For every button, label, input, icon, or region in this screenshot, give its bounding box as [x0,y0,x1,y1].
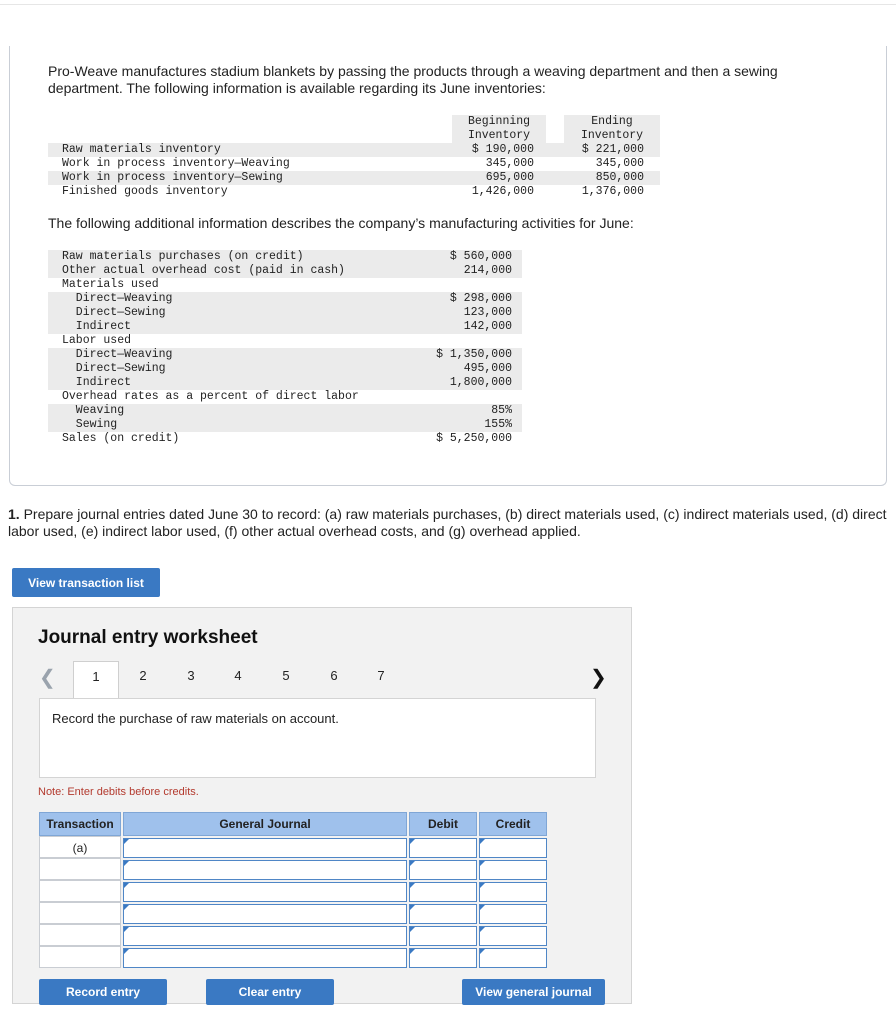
activity-row: Labor used [62,334,132,347]
dropdown-marker-icon [410,883,415,888]
dropdown-marker-icon [410,839,415,844]
top-divider [0,4,896,5]
transaction-cell: (a) [39,836,121,858]
chevron-right-icon[interactable]: ❯ [590,667,607,689]
dropdown-marker-icon [410,927,415,932]
transaction-cell [39,924,121,946]
general-journal-column-header: General Journal [123,812,407,836]
account-select[interactable] [123,882,407,902]
problem-intro: Pro-Weave manufactures stadium blankets by passing the products through a weaving department and then a sewing department. The following information is available regarding its June inventories: [48,63,778,96]
activity-row: Materials used [62,278,159,291]
debit-input[interactable] [409,948,477,968]
dropdown-marker-icon [410,949,415,954]
dropdown-marker-icon [480,949,485,954]
beginning-inventory-header: Beginning Inventory [452,115,546,143]
inventory-row: Finished goods inventory 1,426,000 1,376,000 [62,185,644,198]
activity-row: Indirect 142,000 [62,320,512,333]
activity-row: Direct—Weaving $ 1,350,000 [62,348,512,361]
tab-1[interactable]: 1 [73,661,119,699]
dropdown-marker-icon [410,861,415,866]
activity-row: Raw materials purchases (on credit) $ 560,000 [62,250,512,263]
activity-row: Weaving 85% [62,404,512,417]
account-select[interactable] [123,860,407,880]
ending-inventory-header: Ending Inventory [564,115,660,143]
tab-3[interactable]: 3 [187,668,195,683]
debit-input[interactable] [409,882,477,902]
dropdown-marker-icon [480,861,485,866]
transaction-cell [39,858,121,880]
dropdown-marker-icon [124,927,129,932]
additional-info-text: The following additional information describes the company’s manufacturing activities for June: [48,215,634,231]
credit-input[interactable] [479,860,547,880]
transaction-cell [39,902,121,924]
account-select[interactable] [123,948,407,968]
credit-input[interactable] [479,882,547,902]
dropdown-marker-icon [410,905,415,910]
tab-2[interactable]: 2 [139,668,147,683]
dropdown-marker-icon [124,905,129,910]
entry-prompt: Record the purchase of raw materials on account. [39,698,596,778]
account-select[interactable] [123,904,407,924]
entry-note: Note: Enter debits before credits. [38,786,199,798]
credit-column-header: Credit [479,812,547,836]
dropdown-marker-icon [124,949,129,954]
inventory-row: Work in process inventory—Weaving 345,000 345,000 [62,157,644,170]
debit-input[interactable] [409,838,477,858]
journal-entry-worksheet [12,607,632,1004]
credit-input[interactable] [479,926,547,946]
view-transaction-list-button[interactable]: View transaction list [12,568,160,597]
clear-entry-button[interactable]: Clear entry [206,979,334,1005]
transaction-cell [39,880,121,902]
debit-input[interactable] [409,904,477,924]
tab-7[interactable]: 7 [377,668,385,683]
debit-column-header: Debit [409,812,477,836]
debit-input[interactable] [409,860,477,880]
question-text: 1. Prepare journal entries dated June 30 to record: (a) raw materials purchases, (b) direct materials used, (c) indirect materials used, (d) direct labor used, (e) indirect labor used, (f) other actual overhead costs, and (g) overhead applied. [8,506,887,539]
debit-input[interactable] [409,926,477,946]
activity-row: Direct—Weaving $ 298,000 [62,292,512,305]
dropdown-marker-icon [124,839,129,844]
record-entry-button[interactable]: Record entry [39,979,167,1005]
dropdown-marker-icon [124,883,129,888]
transaction-column-header: Transaction [39,812,121,836]
tab-4[interactable]: 4 [234,668,242,683]
tab-6[interactable]: 6 [330,668,338,683]
credit-input[interactable] [479,904,547,924]
credit-input[interactable] [479,838,547,858]
worksheet-title: Journal entry worksheet [38,627,258,648]
dropdown-marker-icon [480,883,485,888]
inventory-row: Raw materials inventory $ 190,000 $ 221,000 [48,143,660,157]
activity-row: Sales (on credit) $ 5,250,000 [62,432,512,445]
chevron-left-icon[interactable]: ❮ [39,667,56,689]
activity-row: Overhead rates as a percent of direct labor [62,390,359,403]
tab-5[interactable]: 5 [282,668,290,683]
account-select[interactable] [123,926,407,946]
activity-row: Sewing 155% [62,418,512,431]
account-select[interactable] [123,838,407,858]
activity-row: Other actual overhead cost (paid in cash) 214,000 [62,264,512,277]
activity-row: Direct—Sewing 495,000 [62,362,512,375]
dropdown-marker-icon [124,861,129,866]
view-general-journal-button[interactable]: View general journal [462,979,605,1005]
dropdown-marker-icon [480,839,485,844]
transaction-cell [39,946,121,968]
dropdown-marker-icon [480,927,485,932]
activity-row: Direct—Sewing 123,000 [62,306,512,319]
credit-input[interactable] [479,948,547,968]
dropdown-marker-icon [480,905,485,910]
inventory-row: Work in process inventory—Sewing 695,000 850,000 [48,171,660,185]
activity-row: Indirect 1,800,000 [62,376,512,389]
